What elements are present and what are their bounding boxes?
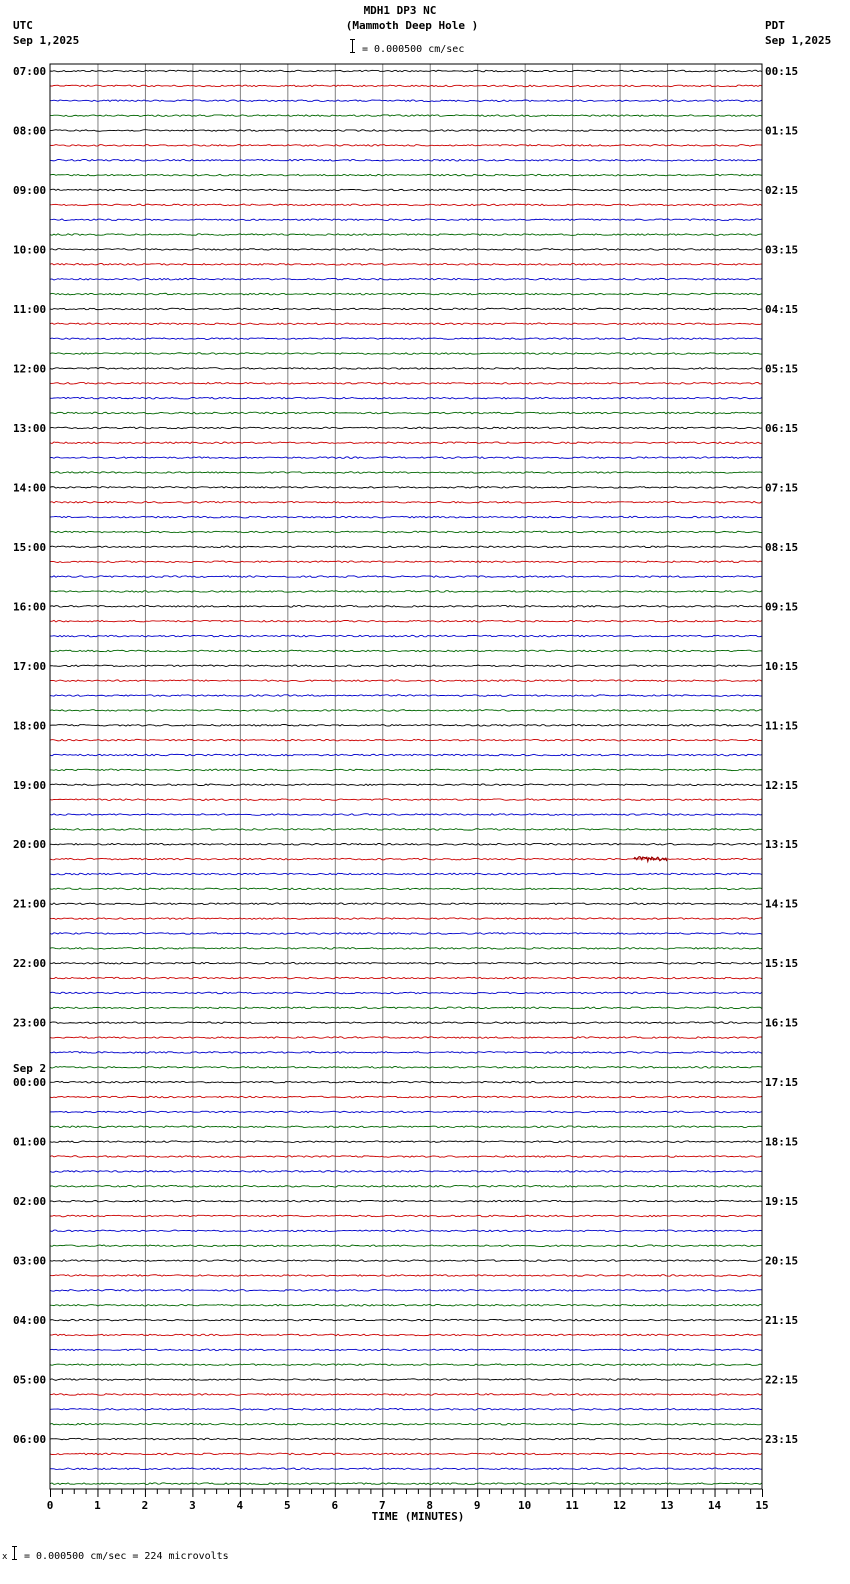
trace-line-3 <box>50 115 762 117</box>
trace-line-15 <box>50 293 762 295</box>
right-hour-label: 13:15 <box>765 838 799 852</box>
trace-line-1 <box>50 85 762 87</box>
left-hour-label: 00:00 <box>13 1076 47 1090</box>
right-hour-label: 11:15 <box>765 719 799 733</box>
trace-line-21 <box>50 382 762 384</box>
left-hour-label: 16:00 <box>13 600 47 614</box>
trace-line-61 <box>50 977 762 979</box>
trace-line-60 <box>50 962 762 964</box>
trace-line-18 <box>50 338 762 340</box>
left-hour-label: 21:00 <box>13 897 47 911</box>
trace-line-64 <box>50 1022 762 1024</box>
trace-line-9 <box>50 204 762 206</box>
trace-line-14 <box>50 278 762 280</box>
trace-line-2 <box>50 100 762 102</box>
trace-line-50 <box>50 814 762 816</box>
left-hour-label: 13:00 <box>13 421 47 435</box>
trace-line-34 <box>50 576 762 578</box>
trace-line-33 <box>50 561 762 563</box>
x-tick-label: 8 <box>426 1499 434 1512</box>
trace-line-65 <box>50 1037 762 1039</box>
left-hour-label: 15:00 <box>13 540 47 554</box>
left-hour-label: 17:00 <box>13 659 47 673</box>
trace-line-95 <box>50 1483 762 1485</box>
right-hour-label: 20:15 <box>765 1254 799 1268</box>
footer-scale-bar-icon <box>14 1546 15 1560</box>
trace-line-22 <box>50 397 762 399</box>
left-date: Sep 1,2025 <box>13 34 80 47</box>
trace-line-25 <box>50 442 762 444</box>
trace-line-37 <box>50 620 762 622</box>
right-hour-label: 04:15 <box>765 302 799 316</box>
right-hour-label: 21:15 <box>765 1314 799 1328</box>
right-hour-label: 18:15 <box>765 1135 799 1149</box>
left-timezone: UTC <box>13 19 33 32</box>
trace-line-7 <box>50 174 762 176</box>
trace-line-67 <box>50 1067 762 1069</box>
left-hour-label: 06:00 <box>13 1433 47 1447</box>
trace-line-5 <box>50 145 762 147</box>
left-hour-label: 22:00 <box>13 957 47 971</box>
trace-line-69 <box>50 1096 762 1098</box>
left-hour-label: 11:00 <box>13 302 47 316</box>
left-hour-label: 05:00 <box>13 1373 47 1387</box>
trace-line-48 <box>50 784 762 786</box>
x-tick-label: 11 <box>565 1499 579 1512</box>
trace-line-94 <box>50 1468 762 1470</box>
x-tick-label: 4 <box>236 1499 244 1512</box>
right-timezone: PDT <box>765 19 785 32</box>
trace-line-10 <box>50 219 762 221</box>
trace-line-83 <box>50 1304 762 1306</box>
chart-subtitle: (Mammoth Deep Hole ) <box>345 19 479 32</box>
trace-line-88 <box>50 1379 762 1381</box>
footer-scale-label: = 0.000500 cm/sec = 224 microvolts <box>24 1551 229 1562</box>
trace-line-80 <box>50 1260 762 1262</box>
right-hour-label: 23:15 <box>765 1433 799 1447</box>
trace-line-78 <box>50 1230 762 1232</box>
trace-line-57 <box>50 918 762 920</box>
trace-line-29 <box>50 501 762 503</box>
trace-line-84 <box>50 1319 762 1321</box>
trace-lines <box>50 70 762 1484</box>
left-hour-label: 08:00 <box>13 124 47 138</box>
left-hour-label: 18:00 <box>13 719 47 733</box>
left-hour-label: 01:00 <box>13 1135 47 1149</box>
trace-line-16 <box>50 308 762 310</box>
trace-line-23 <box>50 412 762 414</box>
left-hour-label: 20:00 <box>13 838 47 852</box>
right-hour-label: 16:15 <box>765 1016 799 1030</box>
trace-line-72 <box>50 1141 762 1143</box>
right-hour-label: 09:15 <box>765 600 799 614</box>
right-hour-label: 19:15 <box>765 1195 799 1209</box>
trace-line-49 <box>50 799 762 801</box>
trace-line-12 <box>50 249 762 251</box>
trace-line-24 <box>50 427 762 429</box>
left-hour-label: 03:00 <box>13 1254 47 1268</box>
x-tick-label: 5 <box>284 1499 291 1512</box>
left-hour-label: 19:00 <box>13 778 47 792</box>
trace-line-38 <box>50 635 762 637</box>
trace-line-82 <box>50 1290 762 1292</box>
trace-line-8 <box>50 189 762 191</box>
trace-line-86 <box>50 1349 762 1351</box>
right-hour-label: 10:15 <box>765 659 799 673</box>
left-hour-label: 09:00 <box>13 183 47 197</box>
trace-line-36 <box>50 606 762 608</box>
right-hour-label: 22:15 <box>765 1373 799 1387</box>
trace-line-41 <box>50 680 762 682</box>
trace-line-27 <box>50 472 762 474</box>
trace-line-42 <box>50 695 762 697</box>
trace-line-55 <box>50 888 762 890</box>
trace-line-45 <box>50 739 762 741</box>
trace-line-92 <box>50 1438 762 1440</box>
x-tick-label: 0 <box>46 1499 54 1512</box>
x-tick-label: 15 <box>755 1499 769 1512</box>
time-labels <box>13 65 798 1446</box>
trace-line-13 <box>50 264 762 266</box>
trace-line-91 <box>50 1423 762 1425</box>
left-hour-label: 02:00 <box>13 1195 47 1209</box>
trace-line-85 <box>50 1334 762 1336</box>
left-hour-label: 07:00 <box>13 65 47 78</box>
right-hour-label: 08:15 <box>765 540 799 554</box>
date-change-label: Sep 2 <box>13 1062 47 1076</box>
trace-line-73 <box>50 1156 762 1158</box>
x-axis <box>47 1489 769 1523</box>
trace-line-52 <box>50 843 762 845</box>
trace-line-56 <box>50 903 762 905</box>
x-tick-label: 1 <box>94 1499 101 1512</box>
x-tick-label: 6 <box>331 1499 339 1512</box>
trace-line-68 <box>50 1081 762 1083</box>
right-hour-label: 12:15 <box>765 778 799 792</box>
trace-line-54 <box>50 873 762 875</box>
x-tick-label: 3 <box>189 1499 196 1512</box>
right-hour-label: 07:15 <box>765 481 799 495</box>
x-tick-label: 9 <box>473 1499 481 1512</box>
trace-line-75 <box>50 1185 762 1187</box>
trace-line-20 <box>50 368 762 370</box>
trace-line-4 <box>50 130 762 132</box>
trace-line-89 <box>50 1394 762 1396</box>
trace-line-79 <box>50 1245 762 1247</box>
chart-title: MDH1 DP3 NC <box>363 4 437 17</box>
trace-line-32 <box>50 546 762 548</box>
trace-line-58 <box>50 933 762 935</box>
trace-line-11 <box>50 234 762 236</box>
trace-line-6 <box>50 159 762 161</box>
left-hour-label: 14:00 <box>13 481 47 495</box>
trace-line-46 <box>50 754 762 756</box>
left-hour-label: 04:00 <box>13 1314 47 1328</box>
grid-lines <box>98 64 715 1489</box>
trace-line-44 <box>50 724 762 726</box>
trace-line-71 <box>50 1126 762 1128</box>
trace-line-28 <box>50 487 762 489</box>
trace-line-59 <box>50 948 762 950</box>
trace-line-51 <box>50 829 762 831</box>
right-hour-label: 17:15 <box>765 1076 799 1090</box>
trace-line-63 <box>50 1007 762 1009</box>
trace-line-74 <box>50 1171 762 1173</box>
trace-line-87 <box>50 1364 762 1366</box>
trace-line-76 <box>50 1200 762 1202</box>
trace-line-47 <box>50 769 762 771</box>
trace-line-39 <box>50 650 762 652</box>
trace-line-31 <box>50 531 762 533</box>
x-tick-label: 2 <box>141 1499 149 1512</box>
x-axis-label: TIME (MINUTES) <box>371 1510 465 1523</box>
trace-line-40 <box>50 665 762 667</box>
right-hour-label: 15:15 <box>765 957 799 971</box>
x-tick-label: 7 <box>378 1499 386 1512</box>
trace-line-19 <box>50 353 762 355</box>
scale-label: = 0.000500 cm/sec <box>362 44 465 55</box>
x-tick-label: 10 <box>518 1499 532 1512</box>
right-hour-label: 05:15 <box>765 362 799 376</box>
right-hour-label: 06:15 <box>765 421 799 435</box>
left-hour-label: 23:00 <box>13 1016 47 1030</box>
trace-line-35 <box>50 591 762 593</box>
right-hour-label: 02:15 <box>765 183 799 197</box>
trace-line-17 <box>50 323 762 325</box>
trace-line-81 <box>50 1275 762 1277</box>
trace-line-77 <box>50 1215 762 1217</box>
trace-line-70 <box>50 1111 762 1113</box>
trace-line-93 <box>50 1453 762 1455</box>
x-tick-label: 13 <box>660 1499 674 1512</box>
trace-line-26 <box>50 457 762 459</box>
trace-line-30 <box>50 516 762 518</box>
right-date: Sep 1,2025 <box>765 34 832 47</box>
trace-line-43 <box>50 710 762 712</box>
footer-marker: x <box>2 1552 8 1562</box>
right-hour-label: 14:15 <box>765 897 799 911</box>
x-tick-label: 14 <box>707 1499 722 1512</box>
right-hour-label: 03:15 <box>765 243 799 257</box>
trace-line-66 <box>50 1052 762 1054</box>
trace-line-0 <box>50 70 762 72</box>
left-hour-label: 10:00 <box>13 243 47 257</box>
trace-line-62 <box>50 992 762 994</box>
left-hour-label: 12:00 <box>13 362 47 376</box>
x-tick-label: 12 <box>612 1499 627 1512</box>
right-hour-label: 00:15 <box>765 65 799 78</box>
right-hour-label: 01:15 <box>765 124 799 138</box>
trace-line-90 <box>50 1409 762 1411</box>
